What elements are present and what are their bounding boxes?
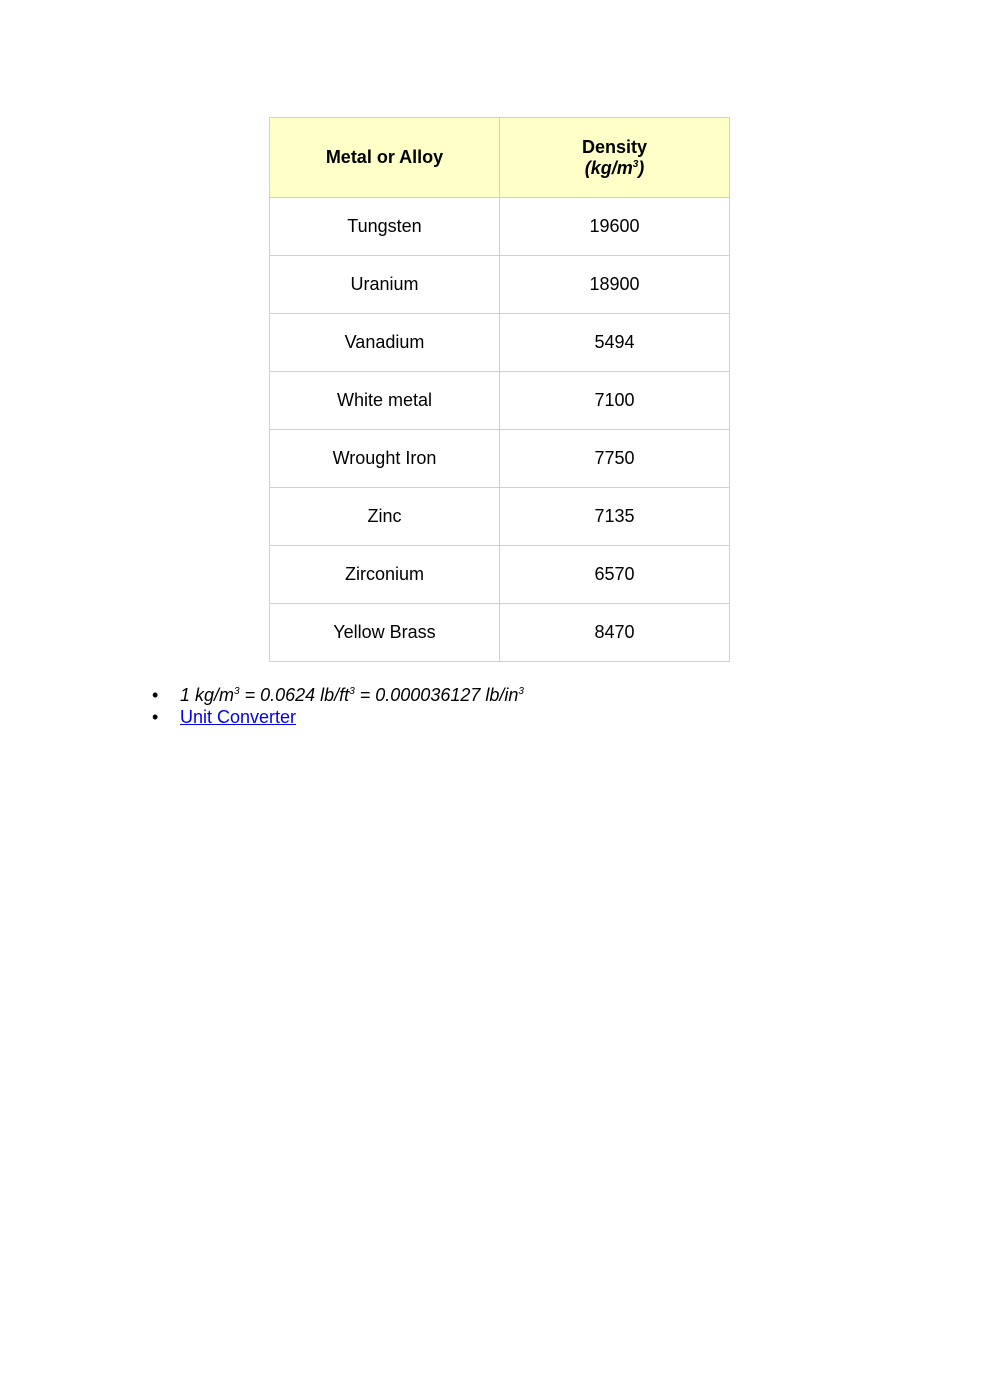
table-header-row bbox=[270, 118, 730, 198]
formula-exponent: 3 bbox=[518, 686, 524, 697]
conversion-note bbox=[150, 684, 524, 706]
density-cell: 19600 bbox=[500, 198, 730, 256]
unit-exponent: 3 bbox=[632, 158, 639, 170]
unit-prefix: (kg/m bbox=[584, 157, 633, 178]
density-cell: 7135 bbox=[500, 488, 730, 546]
formula-part: = 0.0624 lb/ft bbox=[239, 685, 350, 705]
metal-cell: Wrought Iron bbox=[270, 430, 500, 488]
table-row bbox=[270, 256, 730, 314]
link-note bbox=[150, 706, 524, 728]
metal-cell: Vanadium bbox=[270, 314, 500, 372]
density-cell: 18900 bbox=[500, 256, 730, 314]
density-cell: 7750 bbox=[500, 430, 730, 488]
formula-part: = 0.000036127 lb/in bbox=[354, 685, 519, 705]
table-row bbox=[270, 488, 730, 546]
unit-converter-link[interactable]: Unit Converter bbox=[180, 707, 297, 727]
density-cell: 7100 bbox=[500, 372, 730, 430]
density-cell: 8470 bbox=[500, 604, 730, 662]
table-row bbox=[270, 604, 730, 662]
metal-cell: Tungsten bbox=[270, 198, 500, 256]
conversion-formula bbox=[180, 685, 524, 705]
table-row bbox=[270, 430, 730, 488]
formula-exponent: 3 bbox=[234, 686, 240, 697]
formula-part: 1 kg/m bbox=[180, 685, 235, 705]
table-row bbox=[270, 372, 730, 430]
header-density bbox=[500, 118, 730, 198]
header-density-title: Density bbox=[581, 136, 648, 157]
unit-suffix: ) bbox=[638, 157, 645, 178]
formula-exponent: 3 bbox=[349, 686, 355, 697]
metal-cell: White metal bbox=[270, 372, 500, 430]
metal-cell: Yellow Brass bbox=[270, 604, 500, 662]
notes-list bbox=[150, 684, 524, 728]
metal-cell: Zirconium bbox=[270, 546, 500, 604]
table-row bbox=[270, 314, 730, 372]
metal-cell: Uranium bbox=[270, 256, 500, 314]
bullet-icon: • bbox=[152, 707, 159, 727]
header-density-unit bbox=[500, 158, 729, 179]
table-row bbox=[270, 546, 730, 604]
density-cell: 6570 bbox=[500, 546, 730, 604]
header-metal: Metal or Alloy bbox=[270, 118, 500, 198]
table-row bbox=[270, 198, 730, 256]
metal-cell: Zinc bbox=[270, 488, 500, 546]
density-cell: 5494 bbox=[500, 314, 730, 372]
density-table bbox=[269, 117, 730, 662]
bullet-icon: • bbox=[152, 685, 159, 705]
